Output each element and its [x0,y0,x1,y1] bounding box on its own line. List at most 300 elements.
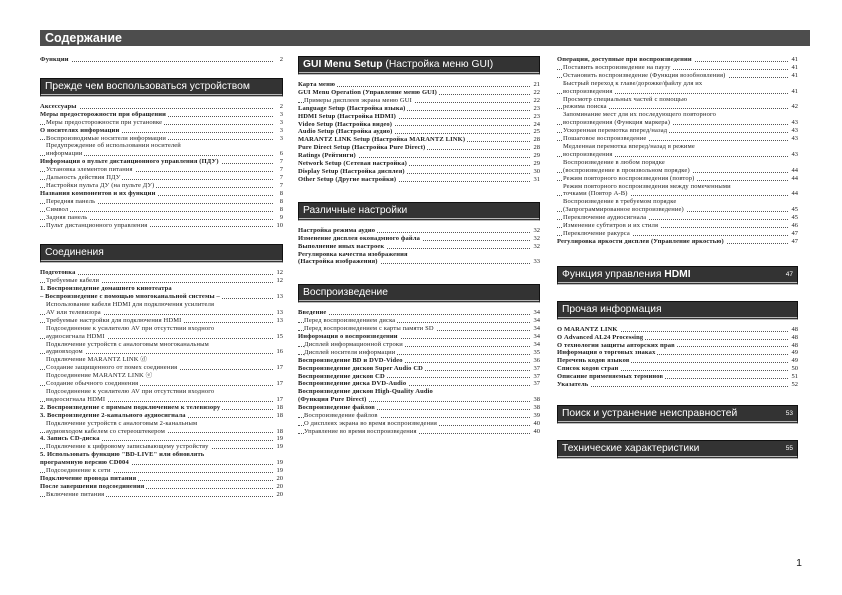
column-2 [298,56,540,436]
toc-entry[interactable] [40,174,283,182]
section-header-before-use: Прежде чем воспользоваться устройством [40,78,283,97]
toc-entry[interactable] [40,309,283,317]
toc-entry[interactable] [557,206,798,214]
toc-entry-page: 20 [276,482,283,490]
section-header-gui-menu-setup: GUI Menu Setup (Настройка меню GUI) [298,56,540,75]
toc-entry[interactable] [40,150,283,158]
toc-entry-page: 18 [276,403,283,411]
toc-entry-page: 8 [279,189,283,197]
toc-entry-page: 41 [791,87,798,95]
toc-entry[interactable] [298,341,540,349]
toc-entry-label: HDMI Setup (Настройка HDMI) [298,112,396,120]
toc-entry[interactable] [298,121,540,129]
toc-entry-page: 21 [533,81,540,88]
toc-entry[interactable] [557,373,798,381]
toc-entry-label: воспроизведения (Функция маркера) [563,119,671,127]
toc-entry-label: аудиовходом [46,348,83,356]
toc-entry-label: Карта меню [298,81,336,88]
toc-entry-page: 28 [533,144,540,152]
toc-entry[interactable] [40,443,283,451]
toc-entry[interactable] [40,459,283,467]
toc-entry-page: 34 [533,325,540,333]
toc-entry-label: Перед воспроизведением диска [304,317,396,325]
toc-entry-page: 43 [791,127,798,135]
toc-entry-page: 45 [791,214,798,222]
toc-entry[interactable] [40,428,283,436]
toc-entry-label: Остановить воспроизведение (Функция возобновления) [563,71,726,79]
toc-entry[interactable] [40,372,283,380]
toc-entry-label: Задняя панель [46,213,88,221]
toc-entry[interactable] [298,380,540,388]
toc-entry[interactable] [298,404,540,412]
toc-entry-page: 17 [276,364,283,372]
toc-entry-label: 3. Воспроизведение 2-канального аудиосигнала [40,411,186,419]
toc-entry[interactable] [557,159,798,167]
toc-entry[interactable] [40,451,283,459]
toc-entry[interactable] [40,364,283,372]
toc-entry-page: 7 [279,158,283,166]
toc-entry-label: MARANTZ LINK Setup (Настройка MARANTZ LINK) [298,136,466,144]
toc-entry-label: программную версию CD004 [40,459,129,467]
toc-entry-label: Информация о воспроизведении [298,333,398,341]
toc-entry-page: 15 [276,332,283,340]
toc-entry[interactable] [40,475,283,483]
column-1 [40,56,283,499]
toc-entry[interactable] [298,97,540,105]
toc-entry-label: Медленная перемотка вперед/назад в режиме [563,142,695,150]
toc-entry-label: видеосигнала HDMI [46,395,106,403]
toc-entry[interactable] [557,222,798,230]
toc-entry-page: 12 [276,277,283,285]
toc-entry-page: 29 [533,152,540,160]
toc-entry[interactable] [298,227,540,235]
toc-entry-page: 17 [276,380,283,388]
toc-entry[interactable] [40,142,283,150]
toc-entry-label: Информация о пульте дистанционного управления (ПДУ) [40,158,219,166]
toc-entry-label: О MARANTZ LINK [557,325,618,333]
toc-entry-page: 32 [533,234,540,242]
toc-entry[interactable] [40,404,283,412]
toc-entry-label: Создание обычного соединения [46,380,139,388]
toc-entry[interactable] [298,251,540,259]
toc-entry-page: 48 [791,325,798,333]
toc-entry-page: 51 [791,373,798,381]
toc-entry-label: Подключение провода питания [40,474,137,482]
toc-entry-page: 43 [791,119,798,127]
toc-entry[interactable] [557,72,798,80]
toc-entry-page: 8 [279,197,283,205]
toc-entry-label: Other Setup (Другие настройки) [298,175,397,183]
toc-entry-page: 3 [279,126,283,134]
toc-entry[interactable] [40,111,283,119]
toc-entry-label: Video Setup (Настройка видео) [298,120,393,128]
toc-entry-label: аудиосигнала HDMI [46,332,105,340]
toc-entry[interactable] [40,396,283,404]
toc-entry[interactable] [298,412,540,420]
toc-entry[interactable] [40,103,283,111]
toc-entry-page: 44 [791,174,798,182]
toc-entry[interactable] [557,175,798,183]
toc-entry[interactable] [40,269,283,277]
toc-entry-label: Подключение устройств с аналоговым 2-канальным [46,419,198,427]
toc-entry-label: Настройки пульта ДУ (на пульте ДУ) [46,181,155,189]
toc-entry-page: 3 [279,110,283,118]
toc-entry-label: Названия компонентов и их функции [40,189,156,197]
toc-entry-label: Установка элементов питания [46,166,133,174]
toc-entry[interactable] [40,435,283,443]
toc-entry[interactable] [40,420,283,428]
toc-entry[interactable] [557,357,798,365]
toc-entry-label: Пошаговое воспроизведение [563,135,647,143]
toc-list-other-info [557,326,798,389]
toc-entry-label: Создание защищенного от помех соединения [46,364,178,372]
toc-entry-label: Перед воспроизведением с карты памяти SD [304,325,434,333]
toc-entry[interactable] [557,342,798,350]
toc-entry-page: 36 [533,356,540,364]
toc-entry-label: Дисплей информационной строки [304,340,403,348]
toc-entry-page: 48 [791,333,798,341]
toc-entry-label: Воспроизведение дисков High-Quality Audio [298,388,433,396]
toc-entry[interactable] [40,317,283,325]
toc-entry-label: Меры предосторожности при установке [46,118,163,126]
toc-entry[interactable] [557,64,798,72]
toc-entry-page: 22 [533,96,540,104]
toc-entry-label: Подсоединение к усилителю AV при отсутствии входного [46,324,215,332]
toc-entry[interactable] [557,349,798,357]
toc-entry-label: О дисплеях экрана во время воспроизведения [304,420,437,427]
toc-entry[interactable] [557,111,798,119]
toc-entry-label: Ratings (Рейтинги) [298,152,356,160]
contents-title-bar [40,30,810,46]
toc-entry[interactable] [298,420,540,428]
toc-entry-label: Подключение MARANTZ LINK ⓓ [46,356,148,364]
toc-entry-page: 44 [791,190,798,198]
toc-entry-page: 48 [791,341,798,349]
toc-entry-page: 41 [791,56,798,63]
toc-entry-label: GUI Menu Operation (Управление меню GUI) [298,88,437,96]
section-header-misc-settings: Различные настройки [298,202,540,221]
toc-entry[interactable] [557,143,798,151]
toc-entry-label: Требуемые кабели [46,277,100,285]
toc-entry-label: Требуемые настройки для подключения HDMI [46,316,182,324]
toc-entry-page: 34 [533,333,540,341]
toc-entry-page: 50 [791,365,798,373]
toc-entry-page: 34 [533,340,540,348]
toc-entry-label: Включение питания [46,490,105,498]
toc-entry-page: 52 [791,381,798,389]
toc-entry-label: Подключение устройств с аналоговым многоканальным [46,340,209,348]
toc-entry[interactable] [557,88,798,96]
page-title: Содержание [45,31,123,45]
toc-list-playback [298,309,540,436]
toc-entry[interactable] [557,96,798,104]
toc-entry-page: 41 [791,63,798,71]
toc-entry-page: 43 [791,150,798,158]
toc-entry-page: 19 [276,435,283,443]
toc-entry-page: 32 [533,242,540,250]
toc-entry-page: 16 [276,348,283,356]
toc-entry[interactable] [298,357,540,365]
toc-entry-label: Введение [298,309,327,317]
toc-entry[interactable] [40,325,283,333]
toc-entry-page: 18 [276,411,283,419]
toc-entry[interactable] [298,428,540,436]
toc-entry-label: Операции, доступные при воспроизведении [557,56,692,63]
toc-entry-label: Меры предосторожности при обращении [40,110,167,118]
toc-entry-page: 20 [276,474,283,482]
toc-entry-page: 3 [279,118,283,126]
toc-entry[interactable] [298,152,540,160]
toc-entry[interactable] [298,309,540,317]
toc-entry[interactable] [298,373,540,381]
toc-entry[interactable] [557,365,798,373]
toc-entry-label: Передняя панель [46,197,96,205]
toc-entry-label: Воспроизведение в требуемом порядке [563,198,677,206]
toc-entry[interactable] [298,349,540,357]
toc-entry[interactable] [557,334,798,342]
toc-entry-label: (Настройка изображения) [298,258,378,266]
toc-entry-label: Воспроизведение файлов [304,412,378,420]
toc-entry-page: 19 [276,443,283,451]
toc-entry-label: Использование кабеля HDMI для подключения усилителя [46,301,215,309]
toc-entry[interactable] [298,113,540,121]
toc-entry-label: Дальность действия ПДУ [46,174,121,182]
section-header-troubleshooting[interactable]: Поиск и устранение неисправностей 53 [557,405,798,424]
toc-entry[interactable] [298,81,540,89]
toc-entry[interactable] [557,190,798,198]
toc-entry[interactable] [40,158,283,166]
section-header-specifications[interactable]: Технические характеристики 55 [557,440,798,459]
toc-entry-label: Подключение к цифровому записывающему устройству [46,443,209,451]
toc-entry-label: 1. Воспроизведение домашнего кинотеатра [40,285,172,293]
toc-entry-page: 33 [533,258,540,266]
toc-entry[interactable] [40,166,283,174]
toc-entry-label: Воспроизводимые носители информации [46,134,167,142]
toc-entry-label: Воспроизведение BD и DVD-Video [298,356,403,364]
toc-entry-page: 22 [533,88,540,96]
toc-entry-functions[interactable]: Функции 2 [40,56,283,63]
toc-entry[interactable] [557,183,798,191]
toc-entry[interactable] [298,365,540,373]
toc-entry[interactable] [40,182,283,190]
section-header-playback: Воспроизведение [298,284,540,303]
toc-entry-label: воспроизведения [563,150,613,158]
toc-entry-label: Подсоединение к сети [46,467,111,475]
toc-entry[interactable] [40,277,283,285]
toc-entry-page: 43 [791,135,798,143]
toc-entry-page: 37 [533,372,540,380]
toc-entry[interactable] [298,235,540,243]
toc-entry[interactable] [298,168,540,176]
toc-entry-page: 13 [276,293,283,301]
toc-entry-label: Пульт дистанционного управления [46,221,148,229]
toc-entry-label: (Запрограммированное воспроизведение) [563,206,684,214]
toc-entry[interactable] [298,144,540,152]
toc-entry-page: 34 [533,317,540,325]
toc-entry[interactable] [40,356,283,364]
toc-entry-page: 12 [276,269,283,277]
toc-entry-page: 13 [276,308,283,316]
toc-entry-label: AV или телевизора [46,308,101,316]
toc-entry[interactable] [40,206,283,214]
toc-entry-page: 39 [533,412,540,420]
section-header-connections: Соединения [40,244,283,263]
toc-entry-label: Примеры дисплеев экрана меню GUI [304,96,412,104]
toc-entry-label: Символ [46,205,69,213]
toc-entry-page: 40 [533,420,540,427]
toc-entry-page: 31 [533,175,540,183]
toc-entry-page: 25 [533,128,540,136]
toc-entry[interactable] [40,198,283,206]
toc-entry-label: Дисплей носителя информации [304,348,396,356]
toc-entry[interactable] [298,105,540,113]
toc-entry-label: режима поиска [563,103,607,111]
toc-entry-page: 37 [533,380,540,388]
toc-entry[interactable] [557,214,798,222]
toc-entry[interactable] [40,491,283,499]
toc-entry-page: 47 [791,229,798,237]
toc-entry-page: 30 [533,167,540,175]
toc-entry[interactable] [557,381,798,389]
toc-entry-label: Воспроизведение в любом порядке [563,158,665,166]
toc-list-before-use [40,103,283,230]
toc-entry-page: 49 [791,349,798,357]
toc-entry-page: 23 [533,112,540,120]
toc-entry[interactable] [40,293,283,301]
toc-entry-page: 17 [276,395,283,403]
toc-entry-label: Переключение ракурса [563,229,630,237]
toc-entry[interactable] [557,198,798,206]
toc-entry-page: 2 [279,102,283,110]
toc-entry[interactable] [40,222,283,230]
toc-entry-page: 19 [276,467,283,475]
toc-entry-page: 40 [533,427,540,435]
toc-entry[interactable] [40,388,283,396]
toc-entry-page: 38 [533,396,540,404]
toc-entry-label: Pure Direct Setup (Настройка Pure Direct) [298,144,426,152]
toc-entry-label: Language Setup (Настройка языка) [298,104,406,112]
toc-entry-label: Переключение аудиосигнала [563,214,647,222]
toc-entry-label: Подготовка [40,269,76,277]
toc-entry[interactable] [40,467,283,475]
toc-entry-label: точками (Повтор A-B) [563,190,628,198]
toc-entry-label: Поставить воспроизведение на паузу [563,63,671,71]
toc-entry[interactable] [557,326,798,334]
toc-entry-label: Network Setup (Сетевая настройка) [298,160,407,168]
toc-entry-page: 35 [533,348,540,356]
column-3 [557,56,798,465]
toc-entry[interactable] [298,160,540,168]
toc-entry-page: 6 [279,150,283,158]
toc-entry-label: 5. Использовать функцию "BD-LIVE" или обновлять [40,451,205,459]
toc-entry[interactable] [557,230,798,238]
toc-entry[interactable] [40,214,283,222]
toc-entry-label: 4. Запись CD-диска [40,435,100,443]
section-header-hdmi-control[interactable]: Функция управления HDMI 47 [557,266,798,285]
toc-entry[interactable] [40,135,283,143]
toc-entry[interactable] [40,341,283,349]
toc-entry[interactable] [298,258,540,266]
toc-entry[interactable] [557,103,798,111]
toc-entry[interactable] [40,348,283,356]
toc-entry-page: 28 [533,136,540,144]
toc-entry-label: воспроизведения [563,87,613,95]
toc-entry[interactable] [40,119,283,127]
toc-entry-page: 38 [533,404,540,412]
toc-entry[interactable] [557,56,798,64]
toc-entry[interactable] [40,127,283,135]
toc-entry-label: Изменение субтитров и их стиля [563,222,659,230]
toc-entry[interactable] [298,176,540,184]
toc-entry[interactable] [557,238,798,246]
toc-entry-page: 42 [791,103,798,111]
toc-entry-page: 10 [276,221,283,229]
toc-list-gui-menu [298,81,540,184]
toc-entry-label: Аксессуары [40,102,77,110]
toc-entry[interactable] [298,128,540,136]
toc-entry-page: 8 [279,205,283,213]
toc-entry[interactable] [40,285,283,293]
toc-entry[interactable] [40,380,283,388]
toc-entry-label: 2. Воспроизведение с прямым подключением к телевизору [40,403,221,411]
toc-entry[interactable] [40,190,283,198]
page-number: 1 [796,557,802,569]
section-header-other-info: Прочая информация [557,301,798,320]
toc-entry[interactable] [40,333,283,341]
toc-entry[interactable] [557,80,798,88]
toc-entry-page: 19 [276,459,283,467]
toc-entry[interactable] [298,243,540,251]
toc-entry[interactable] [557,167,798,175]
toc-entry-label: (воспроизведение в произвольном порядке) [563,166,690,174]
toc-entry[interactable] [298,388,540,396]
toc-entry[interactable] [40,412,283,420]
toc-entry-label: Воспроизведение файлов [298,404,375,412]
toc-list-connections [40,269,283,498]
toc-entry-label: – Воспроизведение с помощью многоканальной системы – [40,293,220,301]
toc-entry[interactable] [298,333,540,341]
toc-entry[interactable] [298,89,540,97]
toc-entry[interactable] [40,301,283,309]
toc-entry-label: Запоминание мест для их последующего повторного [563,111,717,119]
toc-entry[interactable] [40,483,283,491]
toc-entry-label: О технологии защиты авторских прав [557,341,675,349]
toc-entry[interactable] [557,119,798,127]
toc-entry[interactable] [298,396,540,404]
toc-entry[interactable] [298,136,540,144]
toc-entry-page: 13 [276,316,283,324]
toc-entry-label: Выполнение иных настроек [298,242,385,250]
toc-entry[interactable] [557,151,798,159]
toc-entry-label: Audio Setup (Настройка аудио) [298,128,393,136]
toc-entry-label: Быстрый переход к главе/дорожке/файлу для их [563,79,703,87]
toc-entry-label: Подсоединение к усилителю AV при отсутствии входного [46,388,215,395]
toc-entry[interactable] [298,317,540,325]
toc-entry-label: Указатель [557,381,589,389]
toc-entry[interactable] [298,325,540,333]
toc-entry[interactable] [557,135,798,143]
toc-entry-page: 45 [791,206,798,214]
toc-entry-label: Изменение дисплея оконадмного файла [298,234,421,242]
toc-entry-page: 9 [279,213,283,221]
toc-entry-label: аудиовходом кабелем со стереоштекером [46,427,166,435]
toc-entry[interactable] [557,127,798,135]
toc-entry-label: Просмотр специальных частей с помощью [563,95,688,103]
toc-entry-page: 20 [276,490,283,498]
toc-entry-label: Настройка режима аудио [298,226,376,234]
toc-entry-page: 7 [279,181,283,189]
toc-entry-page: 24 [533,120,540,128]
